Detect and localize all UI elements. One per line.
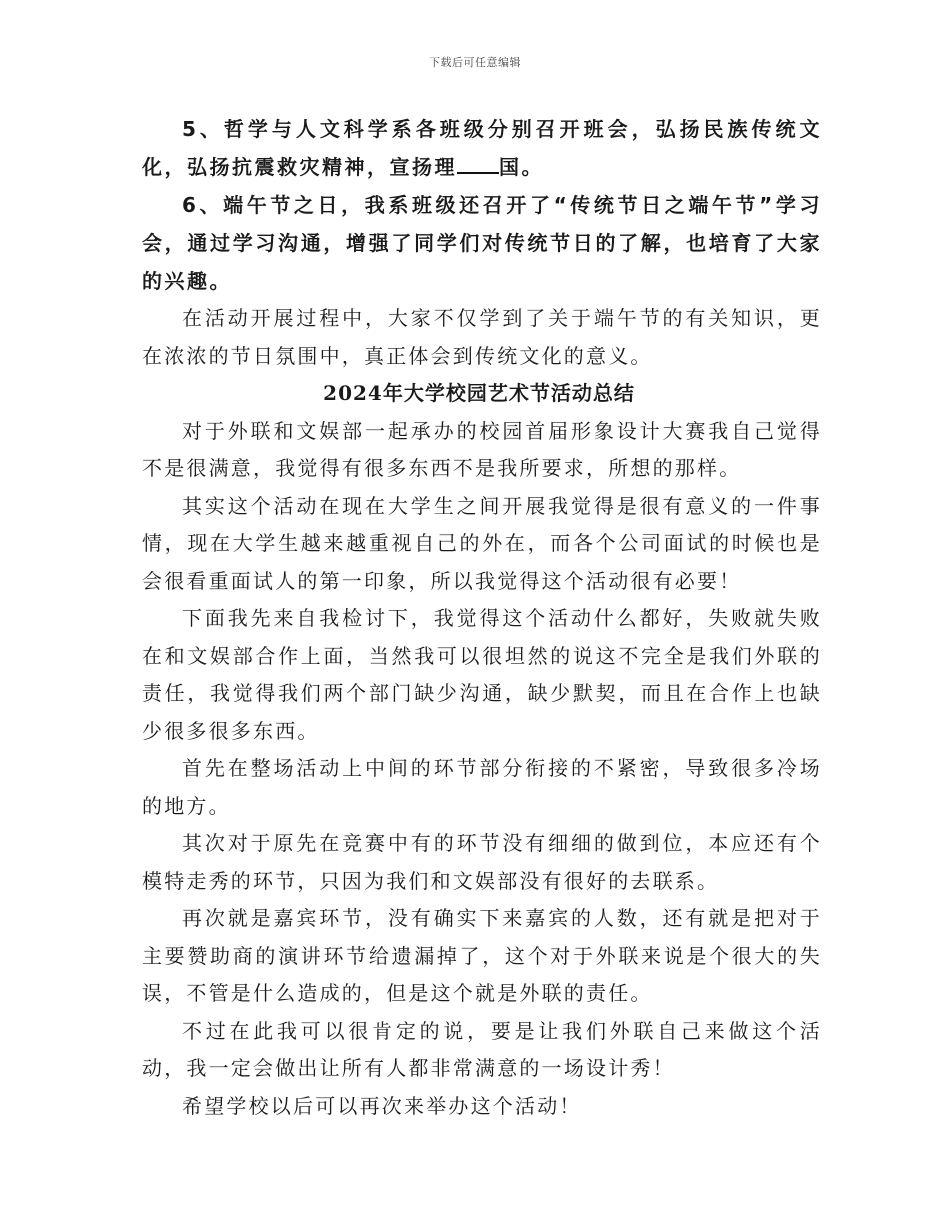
body-paragraph: 对于外联和文娱部一起承办的校园首届形象设计大赛我自己觉得不是很满意，我觉得有很多东西不是我所要求，所想的那样。 — [142, 418, 822, 480]
body-paragraph: 希望学校以后可以再次来举办这个活动！ — [182, 1093, 582, 1118]
document-body — [142, 110, 822, 1125]
body-paragraph: 再次就是嘉宾环节，没有确实下来嘉宾的人数，还有就是把对于主要赞助商的演讲环节给遗漏掉了，这个对于外联来说是个很大的失误，不管是什么造成的，但是这个就是外联的责任。 — [142, 906, 822, 1005]
body-paragraph: 下面我先来自我检讨下，我觉得这个活动什么都好，失败就失败在和文娱部合作上面，当然我可以很坦然的说这不完全是我们外联的责任，我觉得我们两个部门缺少沟通，缺少默契，而且在合作上也缺少很多很多东西。 — [142, 606, 822, 743]
body-paragraph: 其实这个活动在现在大学生之间开展我觉得是很有意义的一件事情，现在大学生越来越重视自己的外在，而各个公司面试的时候也是会很看重面试人的第一印象，所以我觉得这个活动很有必要！ — [142, 493, 822, 593]
blank-underline — [457, 154, 499, 174]
section-title: 2024年大学校园艺术节活动总结 — [323, 381, 635, 405]
closing-paragraph: 在活动开展过程中，大家不仅学到了关于端午节的有关知识，更在浓浓的节日氛围中，真正体会到传统文化的意义。 — [142, 306, 822, 368]
body-paragraph: 其次对于原先在竞赛中有的环节没有细细的做到位，本应还有个模特走秀的环节，只因为我们和文娱部没有很好的去联系。 — [142, 831, 822, 893]
page-header: 下载后可任意编辑 — [429, 56, 521, 69]
bold-paragraph-5-text: 5、哲学与人文科学系各班级分别召开班会，弘扬民族传统文化，弘扬抗震救灾精神，宣扬理 — [142, 117, 822, 179]
body-paragraph: 首先在整场活动上中间的环节部分衔接的不紧密，导致很多冷场的地方。 — [142, 756, 822, 818]
bold-paragraph-6: 6、端午节之日，我系班级还召开了“传统节日之端午节”学习会，通过学习沟通，增强了同学们对传统节日的了解，也培育了大家的兴趣。 — [142, 193, 822, 293]
bold-paragraph-5 — [142, 110, 822, 186]
bold-paragraph-5-tail: 国。 — [499, 155, 544, 179]
body-paragraph: 不过在此我可以很肯定的说，要是让我们外联自己来做这个活动，我一定会做出让所有人都非常满意的一场设计秀！ — [142, 1018, 822, 1080]
